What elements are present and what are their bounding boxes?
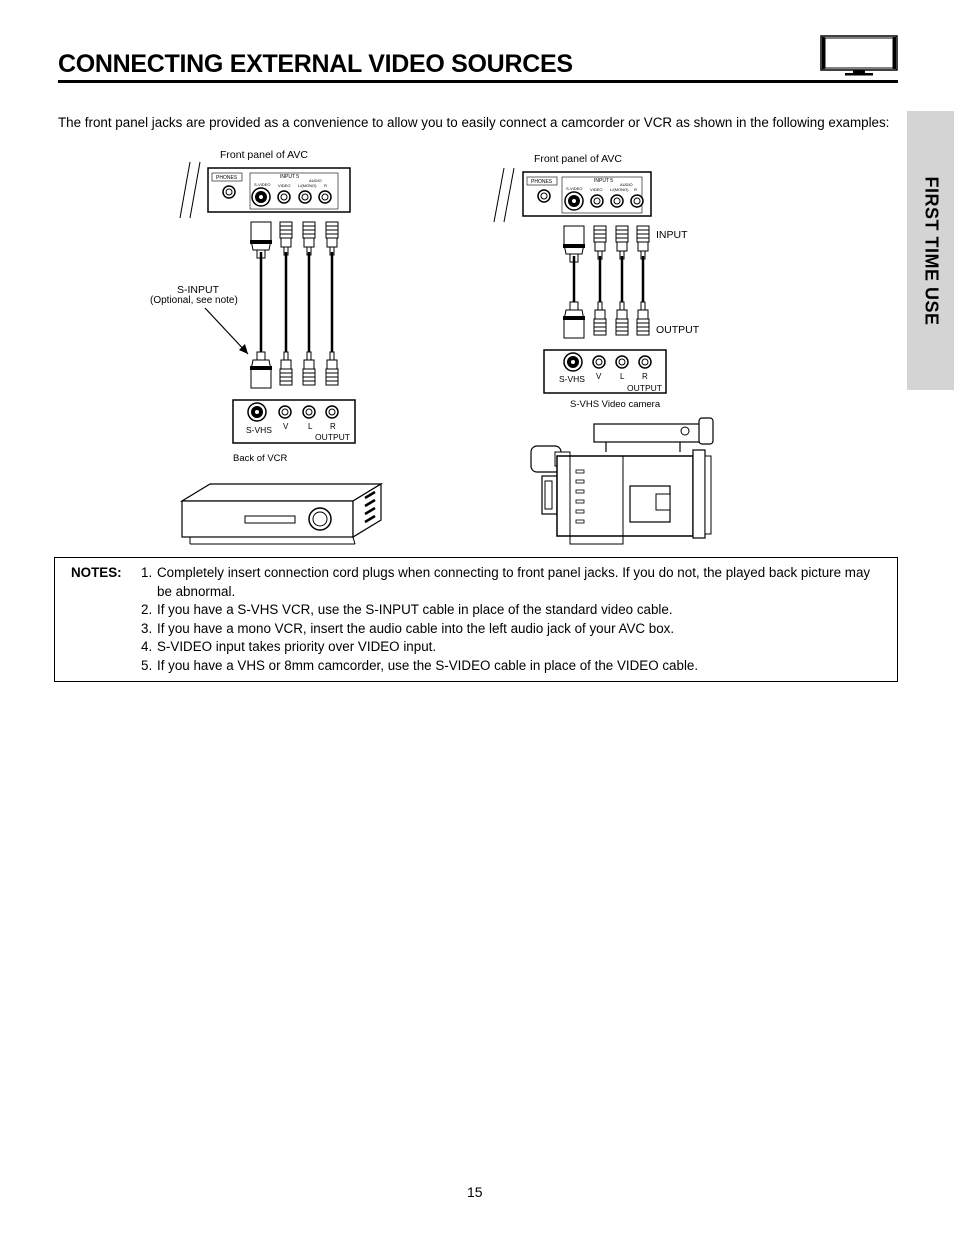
left-audio-label: AUDIO <box>309 178 322 183</box>
left-video-jack <box>278 191 290 203</box>
vcr-r-label: R <box>330 422 336 431</box>
note-item <box>141 620 886 639</box>
note-number: 4. <box>141 639 153 654</box>
right-audio-label: AUDIO <box>620 182 633 187</box>
camera-v-label: V <box>596 372 602 381</box>
left-input-label: INPUT 5 <box>280 174 300 180</box>
right-input-label: INPUT 5 <box>594 178 614 184</box>
vcr-output-label: OUTPUT <box>315 432 350 442</box>
vcr-l-label: L <box>308 422 313 431</box>
note-number: 3. <box>141 620 153 636</box>
right-svideo-label: S-VIDEO <box>566 186 583 191</box>
page-title: CONNECTING EXTERNAL VIDEO SOURCES <box>58 50 573 78</box>
note-item <box>141 638 886 657</box>
note-text: S-VIDEO input takes priority over VIDEO input. <box>157 639 437 654</box>
note-text: If you have a S-VHS VCR, use the S-INPUT cable in place of the standard video cable. <box>157 602 673 617</box>
camera-l-label: L <box>620 372 625 381</box>
notes-label: NOTES: <box>71 565 122 580</box>
vcr-caption: Back of VCR <box>233 453 288 464</box>
right-panel-caption: Front panel of AVC <box>534 153 622 165</box>
section-tab-label: FIRST TIME USE <box>921 175 941 326</box>
note-text: Completely insert connection cord plugs when connecting to front panel jacks. If you do not, the played back picture may be abnormal. <box>157 565 871 599</box>
note-item <box>141 657 886 676</box>
left-phones-jack <box>223 186 235 198</box>
notes-box <box>54 557 898 682</box>
left-phones-label: PHONES <box>216 175 238 181</box>
left-svideo-label: S-VIDEO <box>254 182 271 187</box>
vcr-v-label: V <box>283 422 289 431</box>
camera-output-panel <box>544 350 666 393</box>
left-audio-l-jack <box>299 191 311 203</box>
right-phones-label: PHONES <box>531 179 553 185</box>
left-audio-r-jack <box>319 191 331 203</box>
left-video-label: VIDEO <box>278 183 291 188</box>
left-panel-caption: Front panel of AVC <box>220 149 308 161</box>
output-label: OUTPUT <box>656 324 700 336</box>
note-text: If you have a mono VCR, insert the audio cable into the left audio jack of your AVC box. <box>157 620 675 636</box>
left-lmono-label: L/(MONO) <box>298 183 317 188</box>
vcr-illustration <box>182 484 381 544</box>
camera-output-label: OUTPUT <box>627 383 662 393</box>
note-text: If you have a VHS or 8mm camcorder, use the S-VIDEO cable in place of the VIDEO cable. <box>157 657 699 673</box>
note-number: 1. <box>141 565 153 580</box>
input-label: INPUT <box>656 229 688 241</box>
note-item <box>141 601 886 620</box>
notes-list <box>141 564 886 675</box>
page-number: 15 <box>467 1184 483 1200</box>
right-avc-front-panel <box>494 153 651 222</box>
right-video-label: VIDEO <box>590 187 603 192</box>
note-item <box>141 564 886 601</box>
s-input-label: S-INPUT <box>177 284 219 296</box>
right-r-label: R <box>634 187 637 192</box>
right-lmono-label: L/(MONO) <box>610 187 629 192</box>
connection-diagram <box>150 140 730 550</box>
left-avc-front-panel <box>180 149 350 218</box>
left-vcr-output-panel <box>233 400 355 443</box>
camcorder-illustration <box>531 418 713 544</box>
title-divider <box>58 80 898 83</box>
note-number: 2. <box>141 602 153 617</box>
camera-caption: S-VHS Video camera <box>570 399 661 410</box>
note-number: 5. <box>141 657 153 673</box>
s-input-note: (Optional, see note) <box>150 295 238 306</box>
s-input-arrow <box>205 308 248 354</box>
section-tab <box>907 111 954 390</box>
vcr-svhs-label: S-VHS <box>246 425 272 435</box>
right-cables <box>563 226 649 338</box>
camera-svhs-label: S-VHS <box>559 374 585 384</box>
left-r-label: R <box>324 183 327 188</box>
left-svideo-jack <box>252 188 270 206</box>
camera-r-label: R <box>642 372 648 381</box>
intro-paragraph: The front panel jacks are provided as a convenience to allow you to easily connect a camcorder or VCR as shown in the following examples: <box>58 115 890 130</box>
tv-icon <box>820 35 898 77</box>
left-cables <box>250 222 338 388</box>
